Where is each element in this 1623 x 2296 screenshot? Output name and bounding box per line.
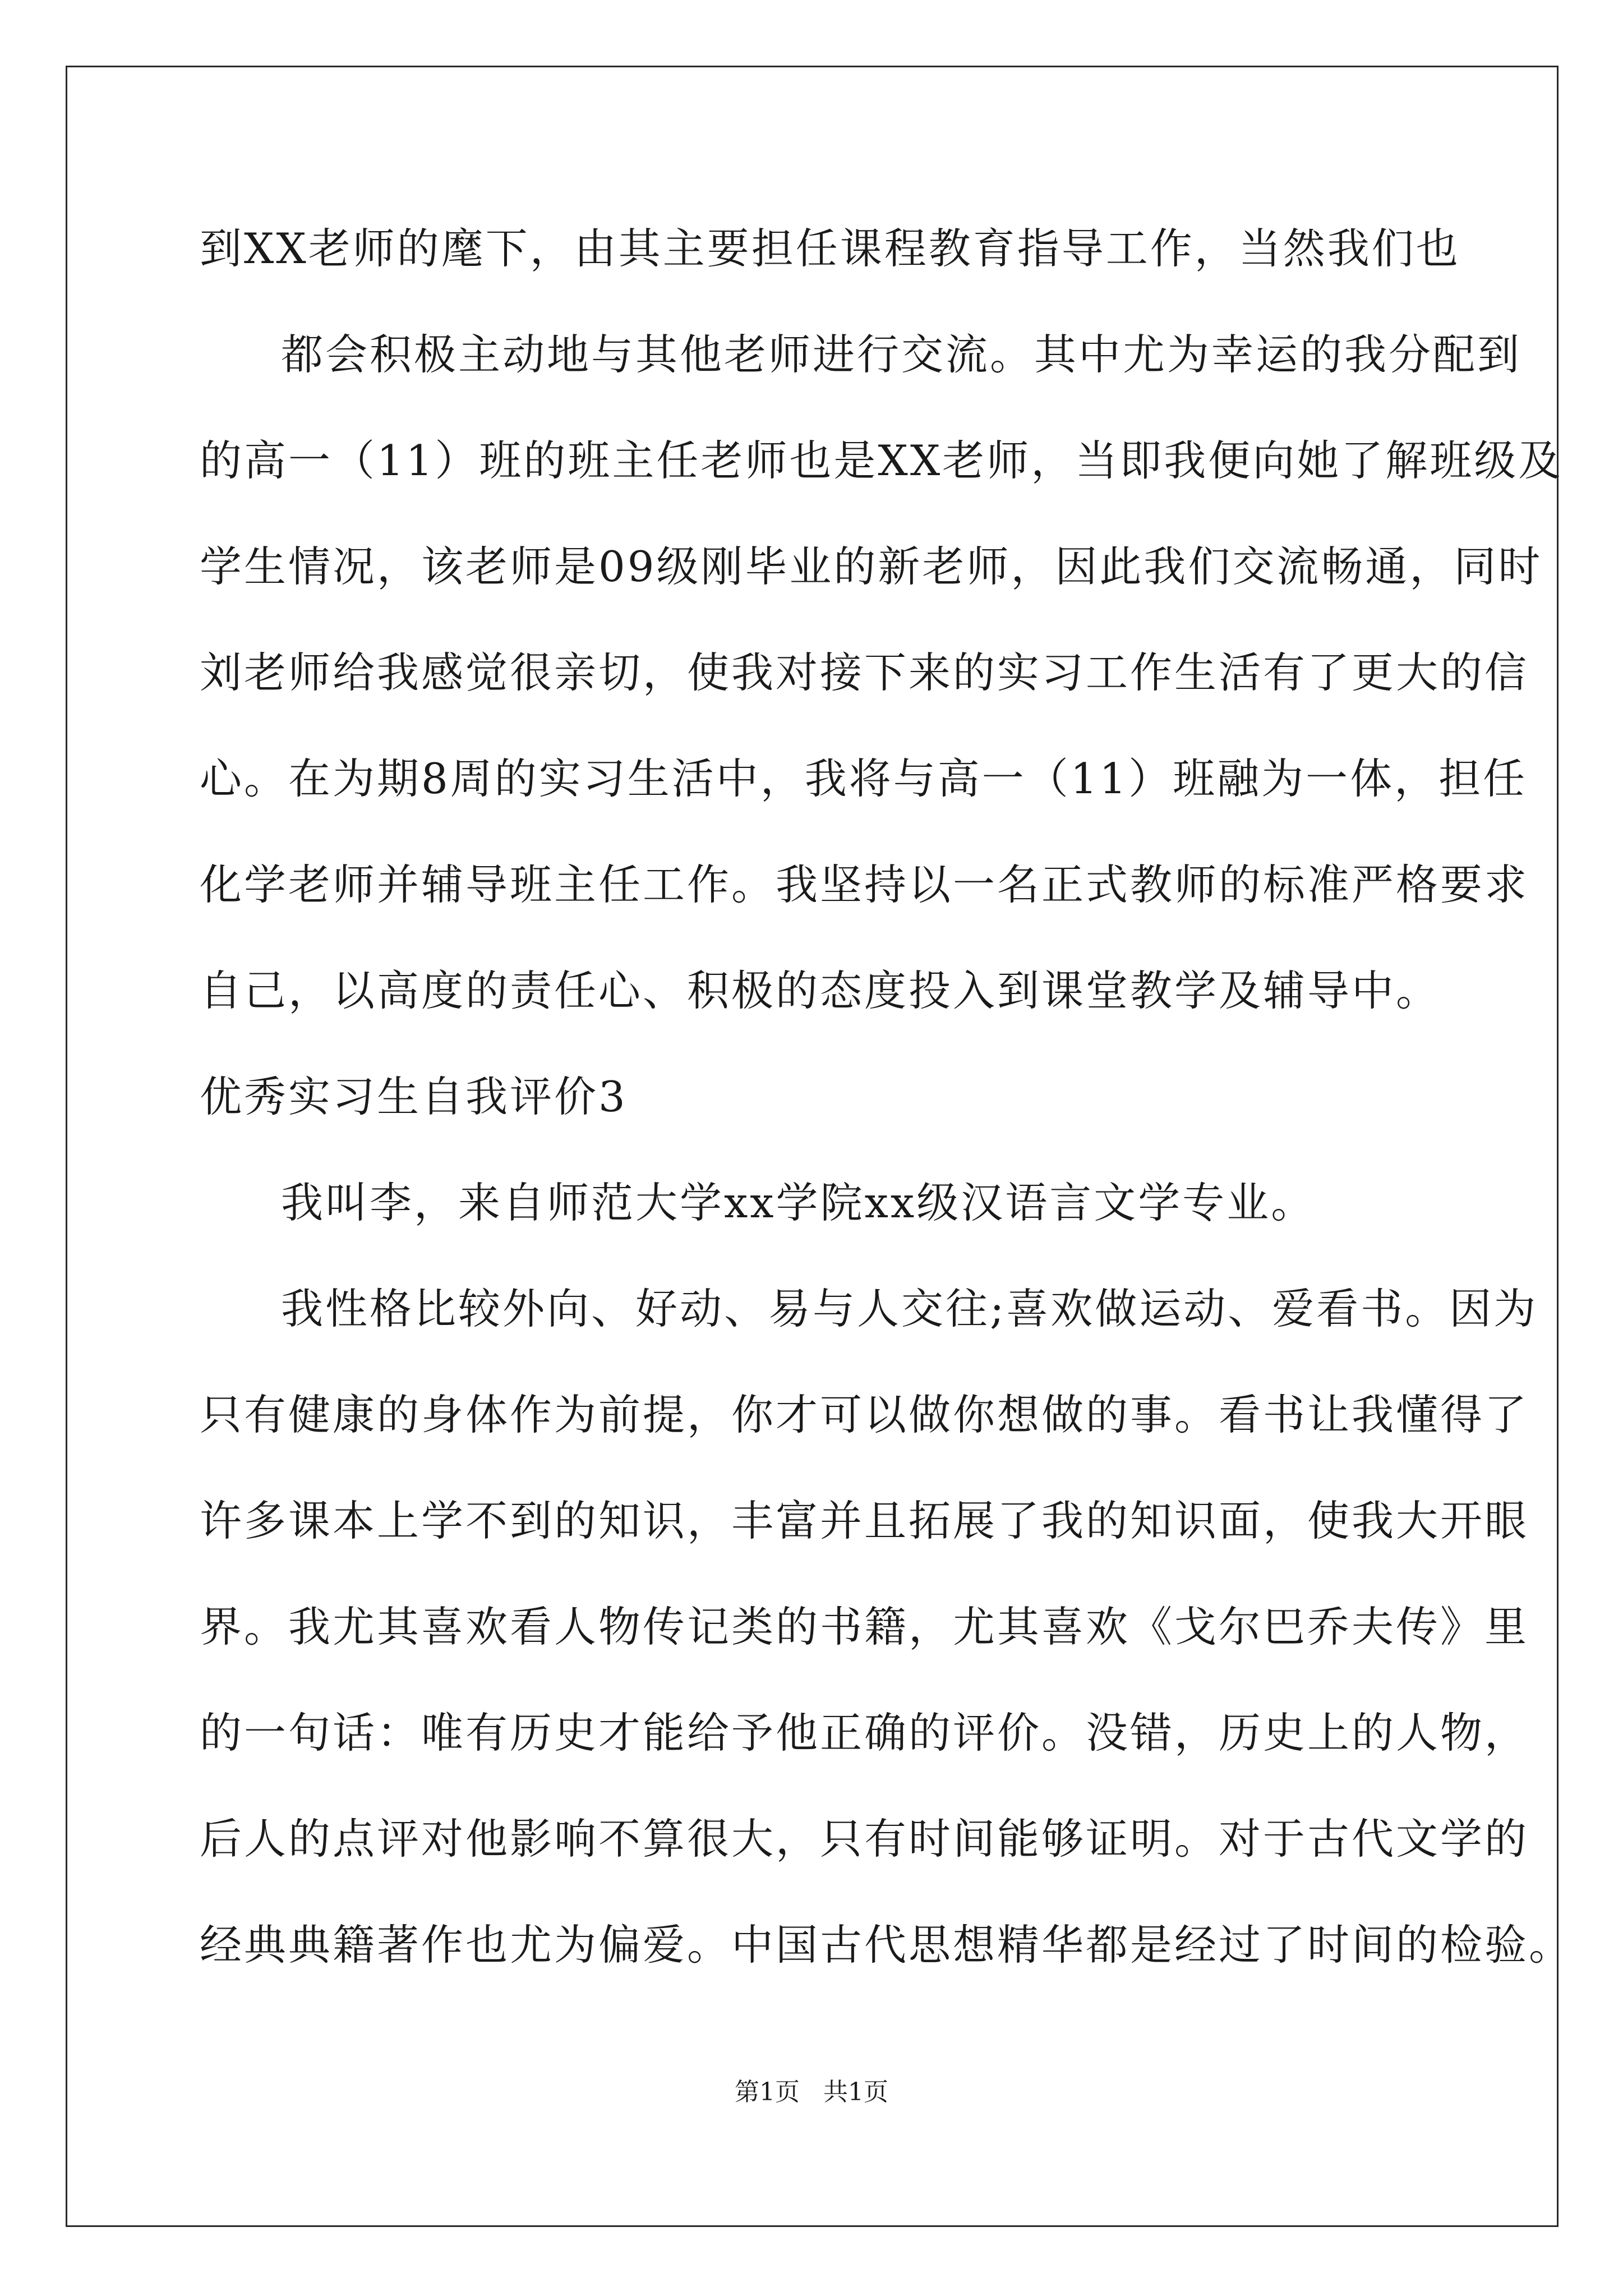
paragraph-line: 经典典籍著作也尤为偏爱。中国古代思想精华都是经过了时间的检验。 — [200, 1920, 1574, 1970]
paragraph-line: 刘老师给我感觉很亲切，使我对接下来的实习工作生活有了更大的信 — [200, 648, 1529, 697]
paragraph-line: 许多课本上学不到的知识，丰富并且拓展了我的知识面，使我大开眼 — [200, 1496, 1529, 1545]
page-border — [66, 66, 1559, 2227]
paragraph-line: 的高一（11）班的班主任老师也是XX老师，当即我便向她了解班级及 — [200, 436, 1563, 485]
paragraph-line: 我性格比较外向、好动、易与人交往;喜欢做运动、爱看书。因为 — [281, 1284, 1538, 1333]
section-heading: 优秀实习生自我评价3 — [200, 1072, 628, 1121]
paragraph-line: 心。在为期8周的实习生活中，我将与高一（11）班融为一体，担任 — [200, 754, 1528, 803]
paragraph-line: 化学老师并辅导班主任工作。我坚持以一名正式教师的标准严格要求 — [200, 860, 1529, 909]
paragraph-line: 的一句话：唯有历史才能给予他正确的评价。没错，历史上的人物， — [200, 1708, 1529, 1757]
paragraph-line: 后人的点评对他影响不算很大，只有时间能够证明。对于古代文学的 — [200, 1814, 1529, 1864]
paragraph-line: 学生情况，该老师是09级刚毕业的新老师，因此我们交流畅通，同时 — [200, 542, 1543, 591]
page-number-footer: 第1页 共1页 — [735, 2078, 888, 2106]
paragraph-line: 都会积极主动地与其他老师进行交流。其中尤为幸运的我分配到 — [281, 330, 1522, 379]
paragraph-line: 我叫李，来自师范大学xx学院xx级汉语言文学专业。 — [281, 1178, 1316, 1227]
paragraph-line: 到XX老师的麾下，由其主要担任课程教育指导工作，当然我们也 — [200, 224, 1460, 273]
paragraph-line: 自己，以高度的责任心、积极的态度投入到课堂教学及辅导中。 — [200, 966, 1441, 1015]
paragraph-line: 界。我尤其喜欢看人物传记类的书籍，尤其喜欢《戈尔巴乔夫传》里 — [200, 1602, 1529, 1651]
paragraph-line: 只有健康的身体作为前提，你才可以做你想做的事。看书让我懂得了 — [200, 1390, 1529, 1439]
